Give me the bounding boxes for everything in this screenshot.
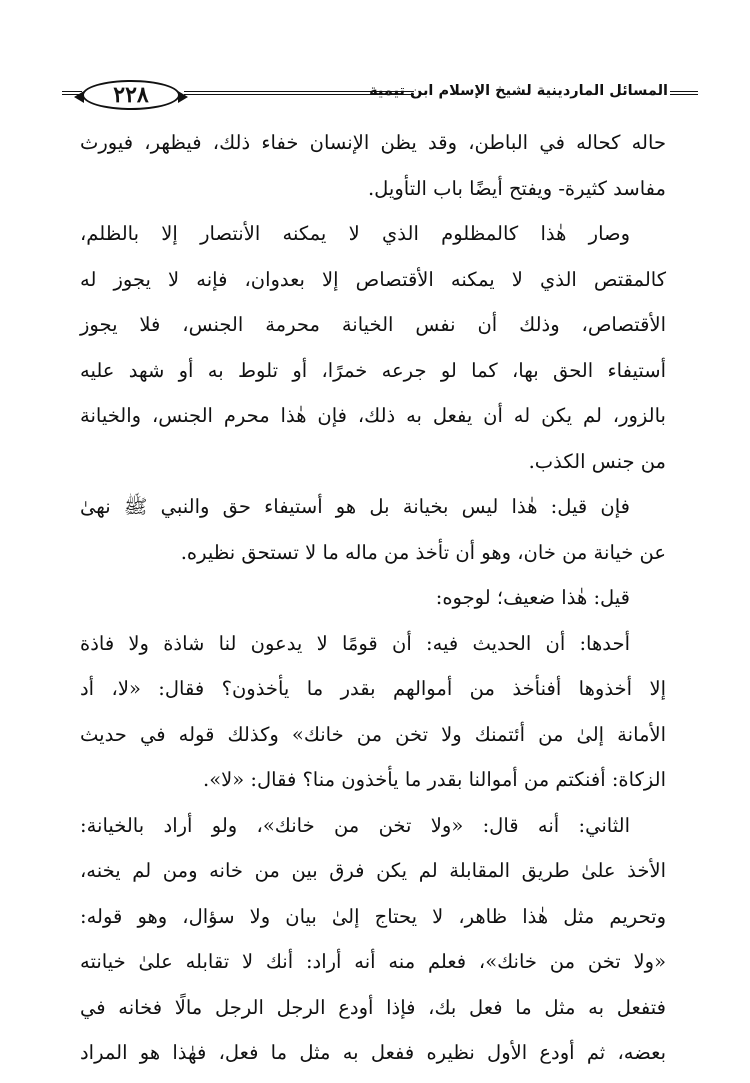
text-line: من جنس الكذب. (528, 449, 666, 473)
page-number-frame (82, 80, 180, 110)
text-line: الثاني: أنه قال: «ولا تخن من خانك»، ولو أراد بالخيانة: (80, 813, 630, 837)
page-number: ٢٢٨ (113, 82, 149, 108)
text-line: قيل: هٰذا ضعيف؛ لوجوه: (435, 586, 630, 609)
text-line: فإن قيل: هٰذا ليس بخيانة بل هو أستيفاء حق والنبي ﷺ نهىٰ (80, 495, 630, 518)
text-line: عن خيانة من خان، وهو أن تأخذ من ماله ما لا تستحق نظيره. (180, 540, 666, 564)
text-line: الزكاة: أفنكتم من أموالنا بقدر ما يأخذون منا؟ فقال: «لا». (203, 768, 666, 791)
body-text (80, 120, 666, 1076)
text-line: مفاسد كثيرة- ويفتح أيضًا باب التأويل. (367, 176, 666, 200)
text-line: حاله كحاله في الباطن، وقد يظن الإنسان خفاء ذلك، فيظهر، فيورث (80, 131, 666, 154)
text-line: الأخذ علىٰ طريق المقابلة لم يكن فرق بين من خانه ومن لم يخنه، (80, 859, 666, 882)
text-line: «ولا تخن من خانك»، فعلم منه أنه أراد: أنك لا تقابله علىٰ خيانته (80, 950, 666, 973)
running-title: المسائل الماردينية لشيخ الإسلام ابن تيمية (369, 83, 668, 99)
text-line: أستيفاء الحق بها، كما لو جرعه خمرًا، أو تلوط به أو شهد عليه (80, 358, 666, 382)
text-line: أحدها: أن الحديث فيه: أن قومًا لا يدعون لنا شاذة ولا فاذة (80, 631, 630, 655)
text-line: وصار هٰذا كالمظلوم الذي لا يمكنه الأنتصار إلا بالظلم، (80, 222, 630, 245)
text-line: الأمانة إلىٰ من أئتمنك ولا تخن من خانك» وكذلك قوله في حديث (80, 722, 666, 746)
text-line: بعضه، ثم أودع الأول نظيره ففعل به مثل ما فعل، فهٰذا هو المراد (80, 1041, 666, 1064)
page-header (62, 74, 698, 114)
text-line: وتحريم مثل هٰذا ظاهر، لا يحتاج إلىٰ بيان ولا سؤال، وهو قوله: (80, 904, 666, 928)
text-line: فتفعل به مثل ما فعل بك، فإذا أودع الرجل الرجل مالًا فخانه في (80, 995, 666, 1019)
text-line: كالمقتص الذي لا يمكنه الأقتصاص إلا بعدوان، فإنه لا يجوز له (80, 267, 666, 291)
text-line: الأقتصاص، وذلك أن نفس الخيانة محرمة الجنس، فلا يجوز (80, 313, 666, 336)
text-line: إلا أخذوها أفنأخذ من أموالهم بقدر ما يأخذون؟ فقال: «لا، أد (80, 677, 666, 700)
header-rule-right (670, 91, 698, 95)
text-line: بالزور، لم يكن له أن يفعل به ذلك، فإن هٰذا محرم الجنس، والخيانة (80, 404, 666, 427)
